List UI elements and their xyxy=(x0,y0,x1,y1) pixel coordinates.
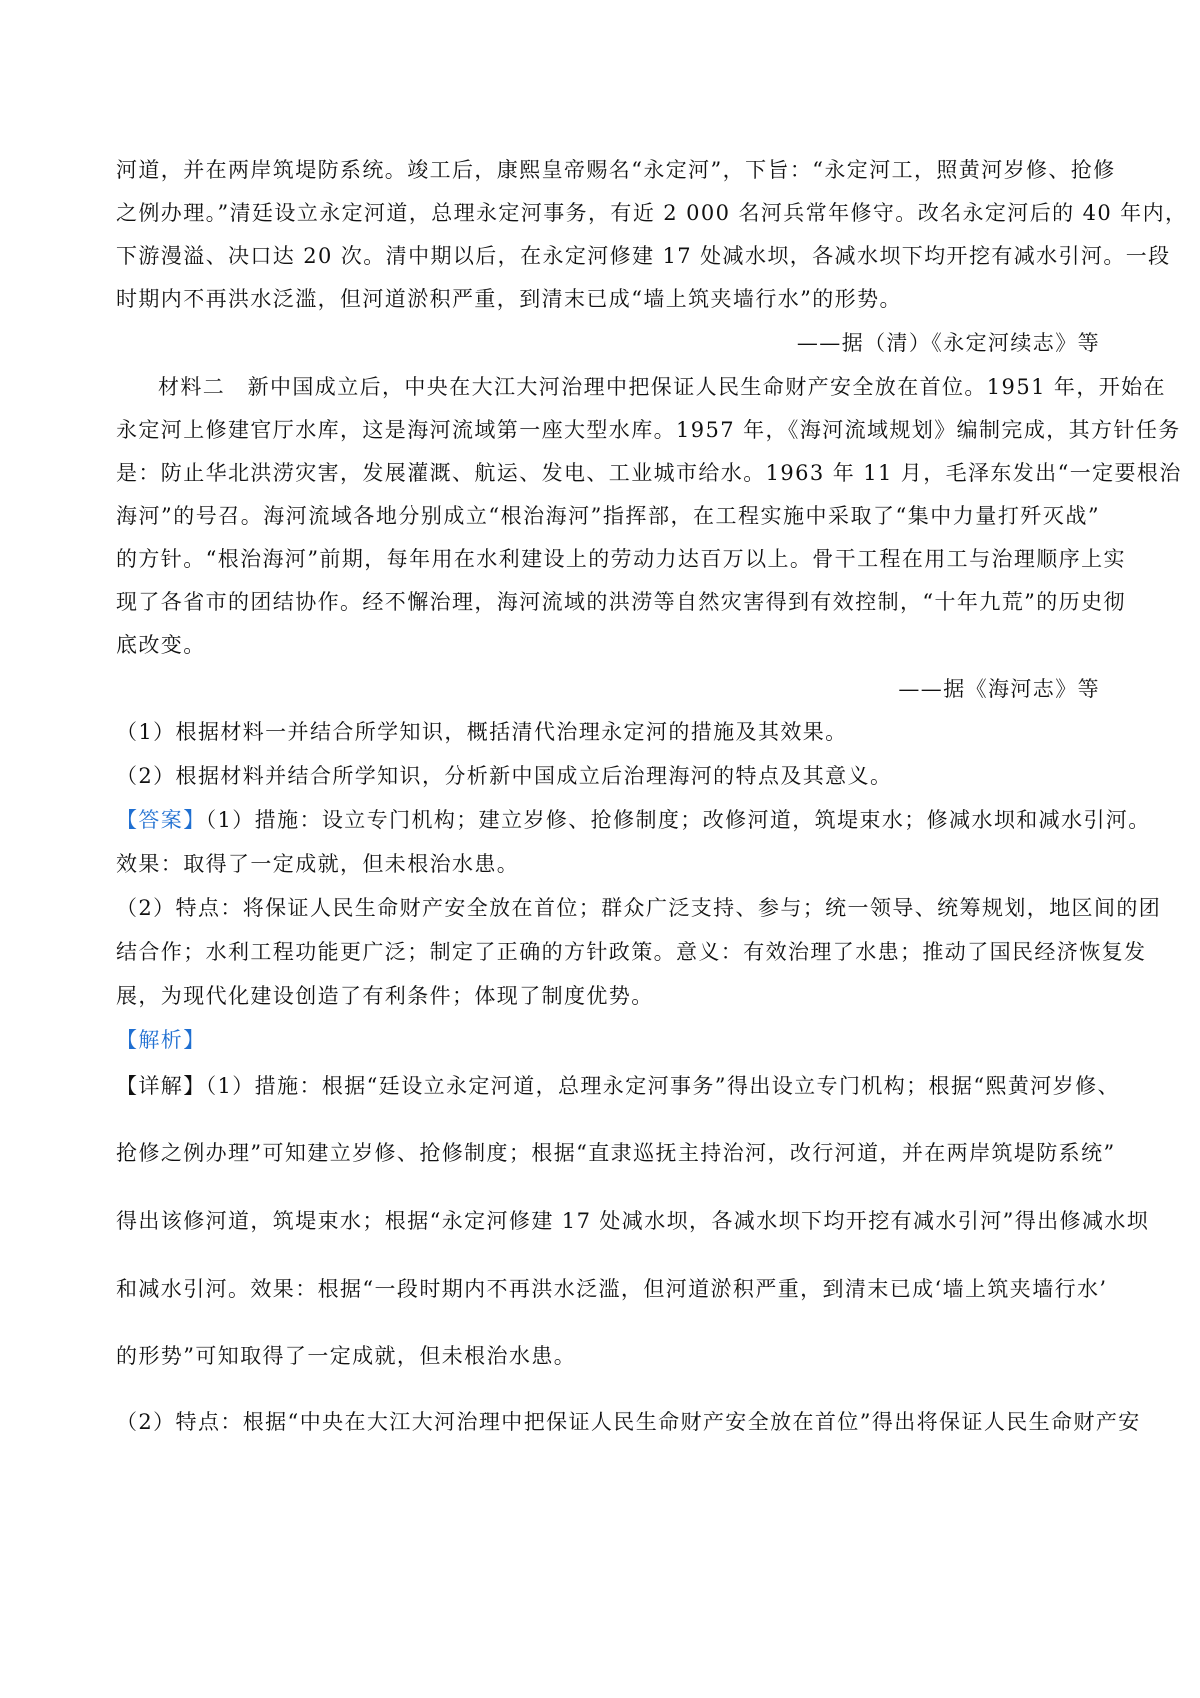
material1-line: 之例办理。”清廷设立永定河道，总理永定河事务，有近 2 000 名河兵常年修守。改名永定河后的 40 年内， xyxy=(116,201,1188,225)
answer-p2-line: （2）特点：将保证人民生命财产安全放在首位；群众广泛支持、参与；统一领导、统筹规划，地区间的团 xyxy=(116,896,1162,920)
detail-line: 得出该修河道，筑堤束水；根据“永定河修建 17 处减水坝，各减水坝下均开挖有减水引河”得出修减水坝 xyxy=(116,1209,1150,1233)
material1-line: 下游漫溢、决口达 20 次。清中期以后，在永定河修建 17 处减水坝，各减水坝下均开挖有减水引河。一段 xyxy=(116,244,1171,268)
question-2: （2）根据材料并结合所学知识，分析新中国成立后治理海河的特点及其意义。 xyxy=(116,764,893,788)
detail-line: 的形势”可知取得了一定成就，但未根治水患。 xyxy=(116,1344,577,1368)
material1-line: 河道，并在两岸筑堤防系统。竣工后，康熙皇帝赐名“永定河”，下旨：“永定河工，照黄河岁修、抢修 xyxy=(116,158,1116,182)
detail-line-1 xyxy=(116,1071,1120,1101)
detail-tag: 【详解】 xyxy=(116,1074,206,1098)
detail-text: （1）措施：根据“廷设立永定河道，总理永定河事务”得出设立专门机构；根据“熙黄河岁修、 xyxy=(205,1074,1120,1098)
analysis-tag: 【解析】 xyxy=(116,1028,206,1052)
answer-p2-line: 展，为现代化建设创造了有利条件；体现了制度优势。 xyxy=(116,984,654,1008)
detail-line: （2）特点：根据“中央在大江大河治理中把保证人民生命财产安全放在首位”得出将保证人民生命财产安 xyxy=(116,1410,1141,1434)
material1-source: ——据（清）《永定河续志》等 xyxy=(796,331,1100,355)
answer-line-2: 效果：取得了一定成就，但未根治水患。 xyxy=(116,852,520,876)
analysis-heading xyxy=(116,1025,1100,1055)
material2-line: 的方针。“根治海河”前期，每年用在水利建设上的劳动力达百万以上。骨干工程在用工与治理顺序上实 xyxy=(116,547,1126,571)
material2-line: 材料二 新中国成立后，中央在大江大河治理中把保证人民生命财产安全放在首位。1951 年，开始在 xyxy=(158,375,1166,399)
material2-line: 是：防止华北洪涝灾害，发展灌溉、航运、发电、工业城市给水。1963 年 11 月，毛泽东发出“一定要根治 xyxy=(116,461,1182,485)
answer-p2-line: 结合作；水利工程功能更广泛；制定了正确的方针政策。意义：有效治理了水患；推动了国民经济恢复发 xyxy=(116,940,1147,964)
question-1: （1）根据材料一并结合所学知识，概括清代治理永定河的措施及其效果。 xyxy=(116,720,848,744)
material2-line: 现了各省市的团结协作。经不懈治理，海河流域的洪涝等自然灾害得到有效控制，“十年九荒”的历史彻 xyxy=(116,590,1126,614)
material2-line: 永定河上修建官厅水库，这是海河流域第一座大型水库。1957 年，《海河流域规划》编制完成，其方针任务 xyxy=(116,418,1181,442)
detail-line: 抢修之例办理”可知建立岁修、抢修制度；根据“直隶巡抚主持治河，改行河道，并在两岸筑堤防系统” xyxy=(116,1141,1116,1165)
answer-text: （1）措施：设立专门机构；建立岁修、抢修制度；改修河道，筑堤束水；修减水坝和减水引河。 xyxy=(205,808,1151,832)
material1-line: 时期内不再洪水泛滥，但河道淤积严重，到清末已成“墙上筑夹墙行水”的形势。 xyxy=(116,287,902,311)
material2-line: 海河”的号召。海河流域各地分别成立“根治海河”指挥部，在工程实施中采取了“集中力量打歼灭战” xyxy=(116,504,1100,528)
detail-line: 和减水引河。效果：根据“一段时期内不再洪水泛滥，但河道淤积严重，到清末已成‘墙上筑夹墙行水’ xyxy=(116,1277,1108,1301)
material2-source: ——据《海河志》等 xyxy=(898,677,1100,701)
answer-tag: 【答案】 xyxy=(116,808,206,832)
material2-line: 底改变。 xyxy=(116,633,206,657)
answer-line-1 xyxy=(116,805,1151,835)
